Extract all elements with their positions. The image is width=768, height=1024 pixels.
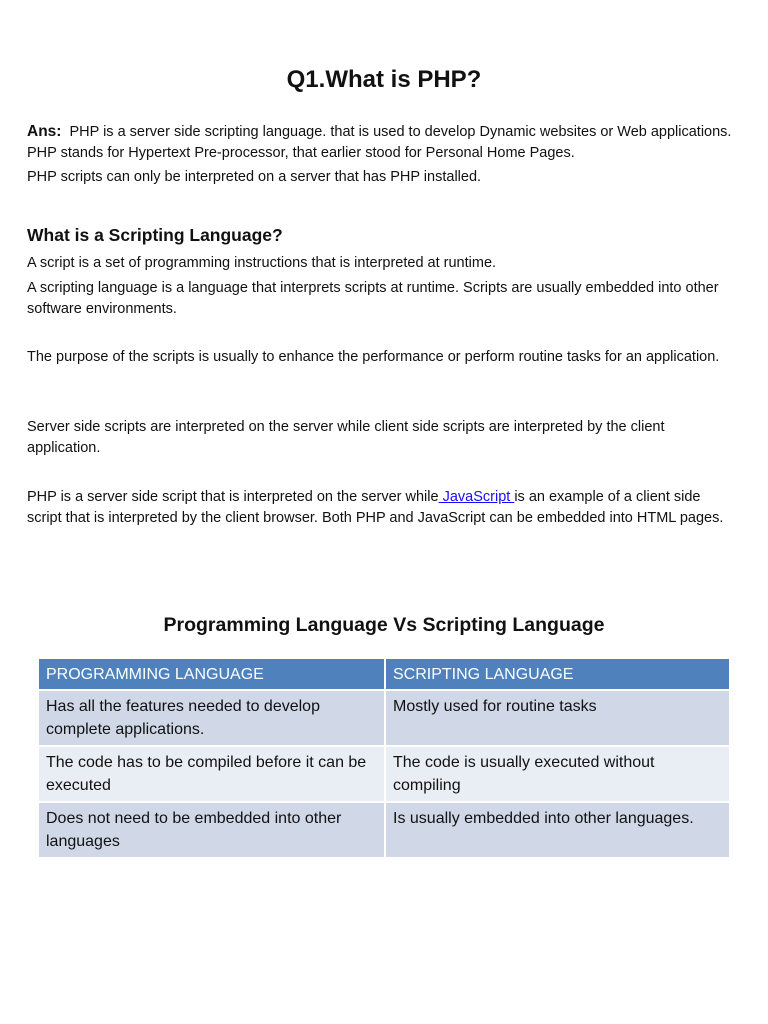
- answer-text: PHP is a server side scripting language. that is used to develop Dynamic websites or Web applications. PHP stands for Hypertext Pre-processor, that earlier stood for Personal Home Pages.: [27, 124, 732, 161]
- answer-label: Ans:: [27, 123, 62, 140]
- table-header-row: [39, 659, 729, 690]
- table-cell: Mostly used for routine tasks: [385, 690, 729, 746]
- javascript-link[interactable]: JavaScript: [438, 489, 515, 505]
- comparison-table: [39, 659, 729, 859]
- table-cell: Is usually embedded into other languages.: [385, 802, 729, 858]
- table-cell: Has all the features needed to develop complete applications.: [39, 690, 385, 746]
- header-scripting: SCRIPTING LANGUAGE: [385, 659, 729, 690]
- page-title: Q1.What is PHP?: [286, 66, 482, 93]
- scripting-paragraph-2: A scripting language is a language that interprets scripts at runtime. Scripts are usually embedded into other software environments.: [27, 280, 719, 317]
- scripting-paragraph-1: A script is a set of programming instructions that is interpreted at runtime.: [27, 255, 497, 271]
- header-programming: PROGRAMMING LANGUAGE: [39, 659, 385, 690]
- table-row: [39, 802, 729, 858]
- table-cell: The code is usually executed without compiling: [385, 746, 729, 802]
- p5-text-before: PHP is a server side script that is interpreted on the server while: [27, 489, 439, 505]
- answer-line-3: PHP scripts can only be interpreted on a server that has PHP installed.: [27, 169, 482, 185]
- table-cell: The code has to be compiled before it can be executed: [39, 746, 385, 802]
- answer-paragraph: [27, 121, 739, 164]
- p5-text-after: is an example of a client side script that is interpreted by the client browser. Both PHP and JavaScript can be embedded into HTML pages.: [27, 489, 724, 526]
- comparison-title: Programming Language Vs Scripting Language: [163, 614, 605, 636]
- table-cell: Does not need to be embedded into other languages: [39, 802, 385, 858]
- table-row: [39, 690, 729, 746]
- table-row: [39, 746, 729, 802]
- scripting-paragraph-5: [27, 487, 739, 528]
- scripting-paragraph-4: Server side scripts are interpreted on the server while client side scripts are interpreted by the client application.: [27, 419, 665, 456]
- scripting-heading: What is a Scripting Language?: [27, 225, 283, 245]
- scripting-paragraph-3: The purpose of the scripts is usually to enhance the performance or perform routine tasks for an application.: [27, 349, 720, 365]
